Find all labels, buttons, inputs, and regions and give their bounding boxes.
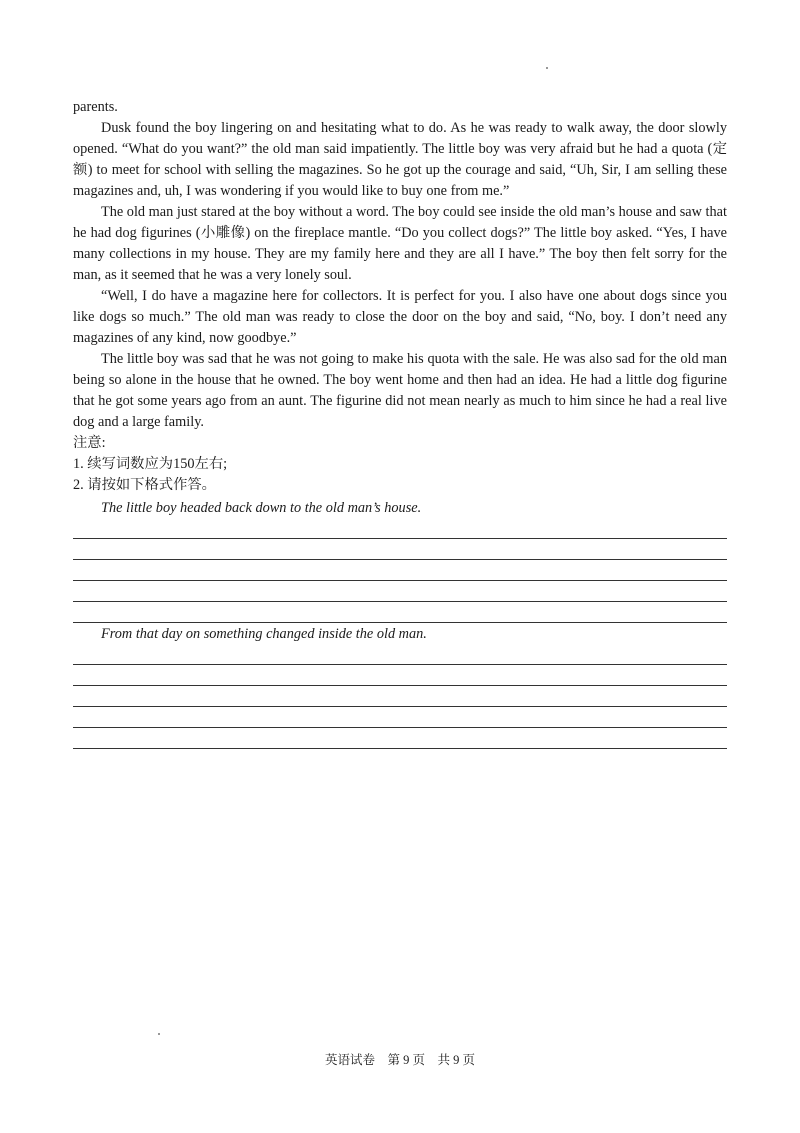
answer-line[interactable] xyxy=(73,665,727,686)
note-item-1: 1. 续写词数应为150左右; xyxy=(73,456,228,472)
passage xyxy=(73,97,727,496)
notes-heading: 注意: xyxy=(73,435,106,451)
passage-paragraph-1: parents. xyxy=(73,99,118,115)
continuation-prompt-1: The little boy headed back down to the old man’s house. xyxy=(101,500,422,516)
answer-lines-2[interactable] xyxy=(73,644,727,749)
answer-line[interactable] xyxy=(73,581,727,602)
passage-paragraph-2: Dusk found the boy lingering on and hesitating what to do. As he was ready to walk away, the door slowly opened. “What do you want?” the old man said impatiently. The little boy was very afraid but he had a quota (定额) to meet for school with selling the magazines. So he got up the courage and said, “Uh, Sir, I am selling these magazines and, uh, I was wondering if you would like to buy one from me.” xyxy=(73,120,727,199)
answer-lines-1[interactable] xyxy=(73,518,727,623)
answer-line[interactable] xyxy=(73,728,727,749)
passage-paragraph-4: “Well, I do have a magazine here for collectors. It is perfect for you. I also have one about dogs since you like dogs so much.” The old man was ready to close the door on the boy and said, “No, boy. I don’t need any magazines of any kind, now goodbye.” xyxy=(73,288,727,346)
scan-speck xyxy=(546,67,548,69)
note-item-2: 2. 请按如下格式作答。 xyxy=(73,477,216,493)
passage-paragraph-3: The old man just stared at the boy without a word. The boy could see inside the old man’s house and saw that he had dog figurines (小雕像) on the fireplace mantle. “Do you collect dogs?” The little boy asked. “Yes, I have many collections in my house. They are my family here and they are all I have.” The boy then felt sorry for the man, as it seemed that he was a very lonely soul. xyxy=(73,204,727,283)
answer-line[interactable] xyxy=(73,518,727,539)
answer-line[interactable] xyxy=(73,707,727,728)
page-footer: 英语试卷 第 9 页 共 9 页 xyxy=(324,1053,475,1067)
scan-speck xyxy=(158,1033,160,1035)
passage-paragraph-5: The little boy was sad that he was not going to make his quota with the sale. He was also sad for the old man being so alone in the house that he owned. The boy went home and then had an idea. He had a little dog figurine that he got some years ago from an aunt. The figurine did not mean nearly as much to him since he had a real live dog and a large family. xyxy=(73,351,727,430)
answer-line[interactable] xyxy=(73,602,727,623)
continuation-prompt-2: From that day on something changed inside the old man. xyxy=(101,626,427,642)
answer-line[interactable] xyxy=(73,539,727,560)
answer-line[interactable] xyxy=(73,686,727,707)
answer-line[interactable] xyxy=(73,644,727,665)
answer-line[interactable] xyxy=(73,560,727,581)
